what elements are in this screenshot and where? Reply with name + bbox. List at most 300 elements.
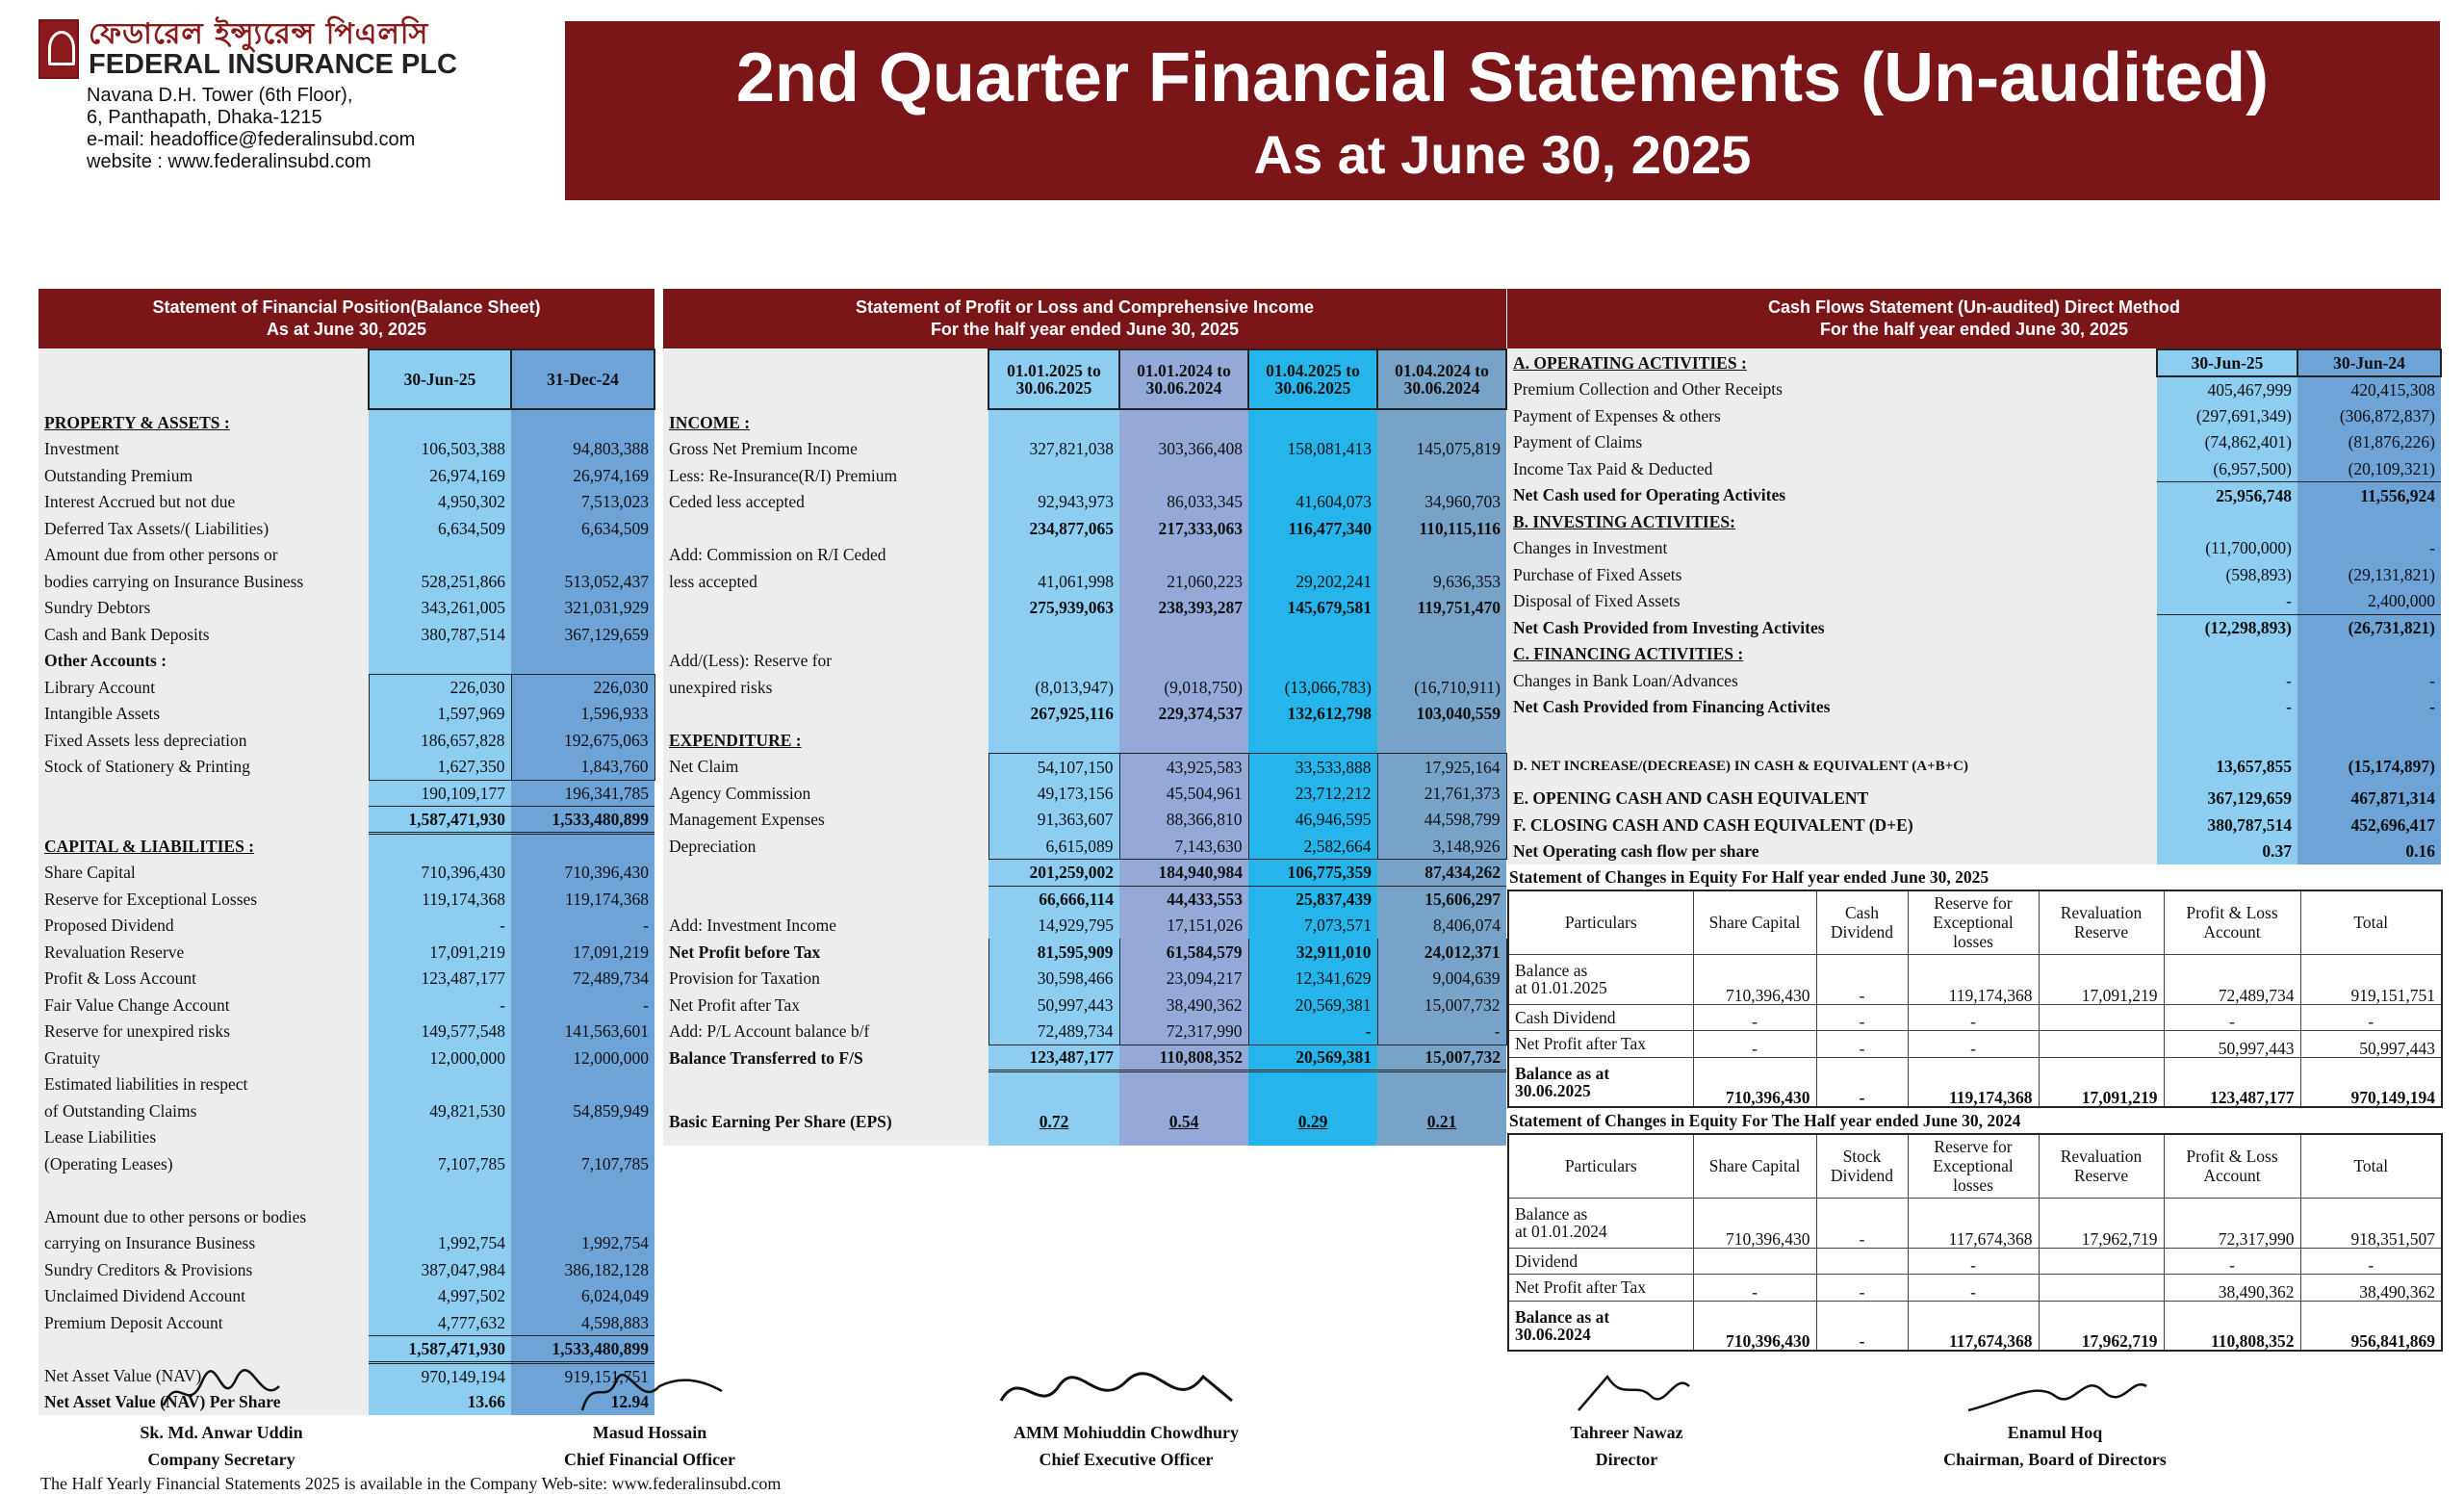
- value-cell: -: [1693, 1004, 1816, 1031]
- row-label: Profit & Loss Account: [38, 966, 369, 993]
- value-cell: 6,634,509: [369, 515, 511, 542]
- value-cell: 12,000,000: [511, 1045, 654, 1071]
- value-cell: 61,584,579: [1119, 939, 1248, 966]
- row-label: Library Account: [38, 674, 369, 701]
- value-cell: 72,317,990: [2164, 1198, 2300, 1248]
- row-label: [1508, 1301, 1693, 1351]
- value-cell: [1248, 462, 1377, 489]
- table-row: [1507, 747, 2441, 786]
- value-cell: 15,007,732: [1377, 992, 1506, 1019]
- table-row: [1507, 614, 2441, 641]
- value-cell: 25,837,439: [1248, 886, 1377, 913]
- value-cell: -: [2164, 1004, 2300, 1031]
- value-cell: 17,091,219: [2039, 954, 2164, 1004]
- value-cell: 103,040,559: [1377, 701, 1506, 728]
- column-header: [1377, 349, 1506, 409]
- value-cell: [2039, 1031, 2164, 1058]
- row-label: [663, 860, 988, 887]
- table-row: [1508, 1004, 2442, 1031]
- value-cell: -: [1816, 954, 1908, 1004]
- row-label-line: Net Profit after Tax: [1515, 1277, 1646, 1298]
- row-label: [1508, 1275, 1693, 1302]
- value-cell: [369, 409, 511, 436]
- table-row: [38, 727, 654, 754]
- value-cell: [1119, 621, 1248, 648]
- title-banner: [565, 21, 2440, 200]
- table-row: [663, 913, 1506, 940]
- value-cell: 919,151,751: [2300, 954, 2442, 1004]
- value-cell: 513,052,437: [511, 568, 654, 595]
- value-cell: 141,563,601: [511, 1019, 654, 1045]
- row-label: [663, 1071, 988, 1098]
- row-label: Sundry Creditors & Provisions: [38, 1256, 369, 1283]
- row-label: Add: Investment Income: [663, 913, 988, 940]
- value-cell: [1119, 542, 1248, 569]
- column-header: Revaluation Reserve: [2039, 1134, 2164, 1198]
- row-label: Net Profit before Tax: [663, 939, 988, 966]
- column-header-line: 01.04.2024 to: [1395, 361, 1489, 380]
- value-cell: 49,821,530: [369, 1097, 511, 1124]
- row-label: [1508, 1057, 1693, 1107]
- signature-block: [96, 1357, 346, 1473]
- value-cell: 38,490,362: [1119, 992, 1248, 1019]
- row-label: Less: Re-Insurance(R/I) Premium: [663, 462, 988, 489]
- table-row: [1507, 482, 2441, 509]
- value-cell: 145,679,581: [1248, 595, 1377, 622]
- row-label: [663, 621, 988, 648]
- value-cell: -: [1693, 1275, 1816, 1302]
- value-cell: 72,489,734: [511, 966, 654, 993]
- value-cell: 41,061,998: [988, 568, 1119, 595]
- value-cell: [2297, 508, 2441, 535]
- column-header: 30-Jun-24: [2297, 349, 2441, 376]
- value-cell: 0.16: [2297, 838, 2441, 865]
- table-row: [1507, 641, 2441, 668]
- table-row: [1508, 1031, 2442, 1058]
- row-label: Premium Deposit Account: [38, 1309, 369, 1336]
- value-cell: 106,775,359: [1248, 860, 1377, 887]
- balance-sheet-section: [38, 289, 654, 1415]
- table-row: [38, 992, 654, 1019]
- signatory-name: Sk. Md. Anwar Uddin: [140, 1423, 303, 1442]
- value-cell: -: [2300, 1248, 2442, 1275]
- row-label: [663, 886, 988, 913]
- value-cell: 710,396,430: [511, 860, 654, 887]
- value-cell: [511, 833, 654, 860]
- table-row: [1507, 349, 2441, 376]
- value-cell: 4,997,502: [369, 1283, 511, 1310]
- value-cell: 50,997,443: [2300, 1031, 2442, 1058]
- value-cell: [988, 462, 1119, 489]
- column-header: Cash Dividend: [1816, 890, 1908, 954]
- table-row: [38, 1124, 654, 1151]
- value-cell: -: [1693, 1031, 1816, 1058]
- value-cell: 86,033,345: [1119, 489, 1248, 516]
- value-cell: 44,433,553: [1119, 886, 1248, 913]
- column-header: [988, 349, 1119, 409]
- table-row: [1508, 954, 2442, 1004]
- row-label: Net Cash used for Operating Activites: [1507, 482, 2157, 509]
- value-cell: -: [1248, 1019, 1377, 1045]
- value-cell: 17,962,719: [2039, 1301, 2164, 1351]
- value-cell: 710,396,430: [1693, 1198, 1816, 1248]
- row-label: Intangible Assets: [38, 701, 369, 728]
- table-row: [38, 939, 654, 966]
- value-cell: (297,691,349): [2157, 402, 2297, 429]
- value-cell: 367,129,659: [2157, 786, 2297, 812]
- value-cell: 405,467,999: [2157, 376, 2297, 403]
- value-cell: (306,872,837): [2297, 402, 2441, 429]
- column-header-line: 30.06.2025: [1274, 378, 1351, 398]
- row-label: Other Accounts :: [38, 648, 369, 675]
- row-label: [38, 807, 369, 834]
- row-label: Provision for Taxation: [663, 966, 988, 993]
- value-cell: 190,109,177: [369, 780, 511, 807]
- table-row: [663, 939, 1506, 966]
- value-cell: 0.21: [1377, 1097, 1506, 1146]
- row-label: Net Cash Provided from Financing Activites: [1507, 694, 2157, 721]
- row-label: Depreciation: [663, 833, 988, 860]
- table-row: [663, 489, 1506, 516]
- table-row: [38, 913, 654, 940]
- value-cell: 26,974,169: [369, 462, 511, 489]
- row-label: Payment of Claims: [1507, 429, 2157, 456]
- value-cell: 7,107,785: [369, 1150, 511, 1177]
- table-row: [38, 674, 654, 701]
- row-label: Sundry Debtors: [38, 595, 369, 622]
- signature-scrawl-icon: [125, 1357, 318, 1425]
- value-cell: [1248, 727, 1377, 754]
- table-row: [663, 648, 1506, 675]
- table-row: [1507, 720, 2441, 747]
- email-line: e-mail: headoffice@federalinsubd.com: [87, 129, 416, 150]
- value-cell: [1377, 409, 1506, 436]
- row-label: Net Operating cash flow per share: [1507, 838, 2157, 865]
- table-row: [1508, 1275, 2442, 1302]
- column-header: 30-Jun-25: [2157, 349, 2297, 376]
- value-cell: 303,366,408: [1119, 436, 1248, 463]
- value-cell: 119,174,368: [1908, 1057, 2039, 1107]
- value-cell: 17,091,219: [511, 939, 654, 966]
- table-row: [38, 1097, 654, 1124]
- row-label: Balance Transferred to F/S: [663, 1045, 988, 1071]
- equity-2024-table: [1507, 1133, 2443, 1352]
- company-logo: [38, 19, 79, 79]
- value-cell: [2157, 641, 2297, 668]
- table-row: [38, 1230, 654, 1257]
- value-cell: 72,489,734: [988, 1019, 1119, 1045]
- row-label: Outstanding Premium: [38, 462, 369, 489]
- page-title: 2nd Quarter Financial Statements (Un-audited): [735, 39, 2270, 116]
- value-cell: 32,911,010: [1248, 939, 1377, 966]
- column-header-line: 01.01.2024 to: [1137, 361, 1231, 380]
- row-label: E. OPENING CASH AND CASH EQUIVALENT: [1507, 786, 2157, 812]
- row-label: Agency Commission: [663, 780, 988, 807]
- section-title: Cash Flows Statement (Un-audited) Direct Method: [1767, 297, 2181, 317]
- value-cell: 21,761,373: [1377, 780, 1506, 807]
- table-row: [663, 409, 1506, 436]
- table-row: [38, 1045, 654, 1071]
- row-label: Changes in Bank Loan/Advances: [1507, 667, 2157, 694]
- table-row: [1507, 588, 2441, 615]
- row-label: CAPITAL & LIABILITIES :: [38, 833, 369, 860]
- value-cell: 8,406,074: [1377, 913, 1506, 940]
- value-cell: 4,950,302: [369, 489, 511, 516]
- table-row: [38, 701, 654, 728]
- row-label: Lease Liabilities: [38, 1124, 369, 1151]
- value-cell: 12.94: [511, 1389, 654, 1416]
- value-cell: 1,627,350: [369, 754, 511, 781]
- section-subtitle: For the half year ended June 30, 2025: [1819, 320, 2129, 339]
- row-label-line: Balance as at: [1515, 1306, 1610, 1327]
- row-label: Interest Accrued but not due: [38, 489, 369, 516]
- column-header: Stock Dividend: [1816, 1134, 1908, 1198]
- value-cell: 0.72: [988, 1097, 1119, 1146]
- value-cell: -: [1908, 1248, 2039, 1275]
- value-cell: -: [2297, 667, 2441, 694]
- row-label: Unclaimed Dividend Account: [38, 1283, 369, 1310]
- value-cell: 17,091,219: [369, 939, 511, 966]
- value-cell: [2297, 641, 2441, 668]
- table-row: [38, 966, 654, 993]
- signature-scrawl-icon: [1949, 1357, 2161, 1425]
- value-cell: [988, 648, 1119, 675]
- value-cell: 196,341,785: [511, 780, 654, 807]
- section-title: Statement of Financial Position(Balance Sheet): [152, 297, 541, 317]
- value-cell: 132,612,798: [1248, 701, 1377, 728]
- value-cell: 149,577,548: [369, 1019, 511, 1045]
- value-cell: 94,803,388: [511, 436, 654, 463]
- column-header: 30-Jun-25: [369, 349, 511, 409]
- row-label: [663, 515, 988, 542]
- row-label-line: Cash Dividend: [1515, 1007, 1616, 1027]
- value-cell: 24,012,371: [1377, 939, 1506, 966]
- value-cell: [1248, 542, 1377, 569]
- value-cell: (598,893): [2157, 561, 2297, 588]
- row-label: INCOME :: [663, 409, 988, 436]
- table-row: [38, 886, 654, 913]
- value-cell: 25,956,748: [2157, 482, 2297, 509]
- table-row: [663, 780, 1506, 807]
- value-cell: -: [2300, 1004, 2442, 1031]
- value-cell: 4,598,883: [511, 1309, 654, 1336]
- value-cell: -: [2157, 588, 2297, 615]
- value-cell: 0.37: [2157, 838, 2297, 865]
- column-header: Reserve for Exceptional losses: [1908, 890, 2039, 954]
- value-cell: 20,569,381: [1248, 1045, 1377, 1071]
- value-cell: 192,675,063: [511, 727, 654, 754]
- value-cell: (26,731,821): [2297, 614, 2441, 641]
- table-row: [1507, 455, 2441, 482]
- value-cell: 918,351,507: [2300, 1198, 2442, 1248]
- value-cell: 386,182,128: [511, 1256, 654, 1283]
- table-row: [663, 992, 1506, 1019]
- value-cell: [1377, 542, 1506, 569]
- value-cell: -: [1816, 1057, 1908, 1107]
- row-label: Cash and Bank Deposits: [38, 621, 369, 648]
- table-row: [38, 1177, 654, 1204]
- value-cell: 12,341,629: [1248, 966, 1377, 993]
- signatory-name: Tahreer Nawaz: [1570, 1423, 1683, 1442]
- value-cell: 380,787,514: [2157, 812, 2297, 838]
- row-label: D. NET INCREASE/(DECREASE) IN CASH & EQUIVALENT (A+B+C): [1507, 747, 2157, 786]
- value-cell: 9,636,353: [1377, 568, 1506, 595]
- value-cell: 1,587,471,930: [369, 807, 511, 834]
- row-label-line: Balance as: [1515, 961, 1588, 980]
- value-cell: (20,109,321): [2297, 455, 2441, 482]
- value-cell: 119,751,470: [1377, 595, 1506, 622]
- company-header: [38, 19, 539, 202]
- value-cell: 0.54: [1119, 1097, 1248, 1146]
- value-cell: [2157, 720, 2297, 747]
- signatory-title: Chief Financial Officer: [564, 1450, 735, 1469]
- table-row: [38, 621, 654, 648]
- value-cell: [369, 1177, 511, 1204]
- table-row: [663, 833, 1506, 860]
- value-cell: [1377, 462, 1506, 489]
- value-cell: 38,490,362: [2164, 1275, 2300, 1302]
- value-cell: -: [511, 992, 654, 1019]
- table-row: [663, 966, 1506, 993]
- row-label: [1508, 1198, 1693, 1248]
- value-cell: 3,148,926: [1377, 833, 1506, 860]
- value-cell: (9,018,750): [1119, 674, 1248, 701]
- value-cell: [2297, 720, 2441, 747]
- value-cell: 528,251,866: [369, 568, 511, 595]
- value-cell: [1119, 409, 1248, 436]
- value-cell: [988, 727, 1119, 754]
- value-cell: 452,696,417: [2297, 812, 2441, 838]
- table-row: [663, 462, 1506, 489]
- balance-sheet-heading: [38, 289, 654, 348]
- row-label: Amount due from other persons or: [38, 542, 369, 569]
- signatory-title: Chairman, Board of Directors: [1943, 1450, 2167, 1469]
- value-cell: 158,081,413: [1248, 436, 1377, 463]
- value-cell: 119,174,368: [1908, 954, 2039, 1004]
- header-cell: [38, 349, 369, 409]
- equity-2024-title: Statement of Changes in Equity For The Half year ended June 30, 2024: [1509, 1111, 2021, 1130]
- column-header: 31-Dec-24: [511, 349, 654, 409]
- row-label: of Outstanding Claims: [38, 1097, 369, 1124]
- signature-scrawl-icon: [553, 1357, 746, 1425]
- value-cell: [369, 1124, 511, 1151]
- table-row: [1507, 786, 2441, 812]
- row-label: [38, 780, 369, 807]
- row-label-line: 30.06.2025: [1515, 1080, 1591, 1100]
- value-cell: 0.29: [1248, 1097, 1377, 1146]
- value-cell: 6,024,049: [511, 1283, 654, 1310]
- value-cell: 87,434,262: [1377, 860, 1506, 887]
- table-row: [663, 515, 1506, 542]
- table-row: [663, 886, 1506, 913]
- value-cell: (29,131,821): [2297, 561, 2441, 588]
- value-cell: 710,396,430: [1693, 954, 1816, 1004]
- row-label: Gratuity: [38, 1045, 369, 1071]
- value-cell: [1377, 621, 1506, 648]
- value-cell: [2039, 1004, 2164, 1031]
- row-label: [1507, 720, 2157, 747]
- value-cell: (11,700,000): [2157, 535, 2297, 562]
- signature-scrawl-icon: [991, 1357, 1261, 1425]
- row-label: Changes in Investment: [1507, 535, 2157, 562]
- value-cell: 321,031,929: [511, 595, 654, 622]
- value-cell: 43,925,583: [1119, 754, 1248, 781]
- signature-block: [1502, 1357, 1752, 1473]
- table-row: [1508, 1248, 2442, 1275]
- value-cell: [369, 833, 511, 860]
- value-cell: (74,862,401): [2157, 429, 2297, 456]
- column-header: Revaluation Reserve: [2039, 890, 2164, 954]
- value-cell: 33,533,888: [1248, 754, 1377, 781]
- table-row: [1507, 838, 2441, 865]
- page-subtitle: As at June 30, 2025: [1253, 124, 1752, 185]
- value-cell: 13,657,855: [2157, 747, 2297, 786]
- table-row: [38, 1019, 654, 1045]
- value-cell: 420,415,308: [2297, 376, 2441, 403]
- column-header: Total: [2300, 1134, 2442, 1198]
- table-header-row: [1508, 1134, 2442, 1198]
- value-cell: [1248, 621, 1377, 648]
- value-cell: 17,151,026: [1119, 913, 1248, 940]
- value-cell: [1248, 648, 1377, 675]
- signatures-row: [38, 1357, 2167, 1473]
- row-label: Estimated liabilities in respect: [38, 1071, 369, 1098]
- table-row: [1507, 561, 2441, 588]
- column-header-line: 01.04.2025 to: [1266, 361, 1360, 380]
- row-label: [663, 595, 988, 622]
- value-cell: -: [2157, 694, 2297, 721]
- value-cell: -: [369, 913, 511, 940]
- column-header: [1119, 349, 1248, 409]
- value-cell: 710,396,430: [1693, 1057, 1816, 1107]
- row-label: F. CLOSING CASH AND CASH EQUIVALENT (D+E): [1507, 812, 2157, 838]
- value-cell: [1119, 727, 1248, 754]
- table-row: [38, 860, 654, 887]
- value-cell: 7,143,630: [1119, 833, 1248, 860]
- value-cell: 117,674,368: [1908, 1301, 2039, 1351]
- value-cell: -: [1816, 1031, 1908, 1058]
- value-cell: 46,946,595: [1248, 807, 1377, 834]
- row-label: Fair Value Change Account: [38, 992, 369, 1019]
- signatory-title: Company Secretary: [147, 1450, 295, 1469]
- row-label: Net Claim: [663, 754, 988, 781]
- column-header: Share Capital: [1693, 1134, 1816, 1198]
- table-header-row: [38, 349, 654, 409]
- value-cell: 66,666,114: [988, 886, 1119, 913]
- footnote: The Half Yearly Financial Statements 2025 is available in the Company Web-site: www.federalinsubd.com: [40, 1474, 782, 1493]
- balance-sheet-table: [38, 348, 655, 1415]
- table-row: [663, 701, 1506, 728]
- value-cell: 1,597,969: [369, 701, 511, 728]
- row-label: [1508, 954, 1693, 1004]
- value-cell: 21,060,223: [1119, 568, 1248, 595]
- value-cell: (6,957,500): [2157, 455, 2297, 482]
- equity-2025-title: Statement of Changes in Equity For Half year ended June 30, 2025: [1509, 867, 1989, 887]
- row-label: Income Tax Paid & Deducted: [1507, 455, 2157, 482]
- row-label: Add: P/L Account balance b/f: [663, 1019, 988, 1045]
- value-cell: -: [1816, 1301, 1908, 1351]
- table-row: [1507, 429, 2441, 456]
- signature-scrawl-icon: [1530, 1357, 1723, 1425]
- row-label: [1508, 1004, 1693, 1031]
- value-cell: 1,587,471,930: [369, 1336, 511, 1363]
- value-cell: 343,261,005: [369, 595, 511, 622]
- table-row: [38, 409, 654, 436]
- value-cell: 7,513,023: [511, 489, 654, 516]
- value-cell: 17,962,719: [2039, 1198, 2164, 1248]
- table-row: [38, 542, 654, 569]
- value-cell: -: [1816, 1198, 1908, 1248]
